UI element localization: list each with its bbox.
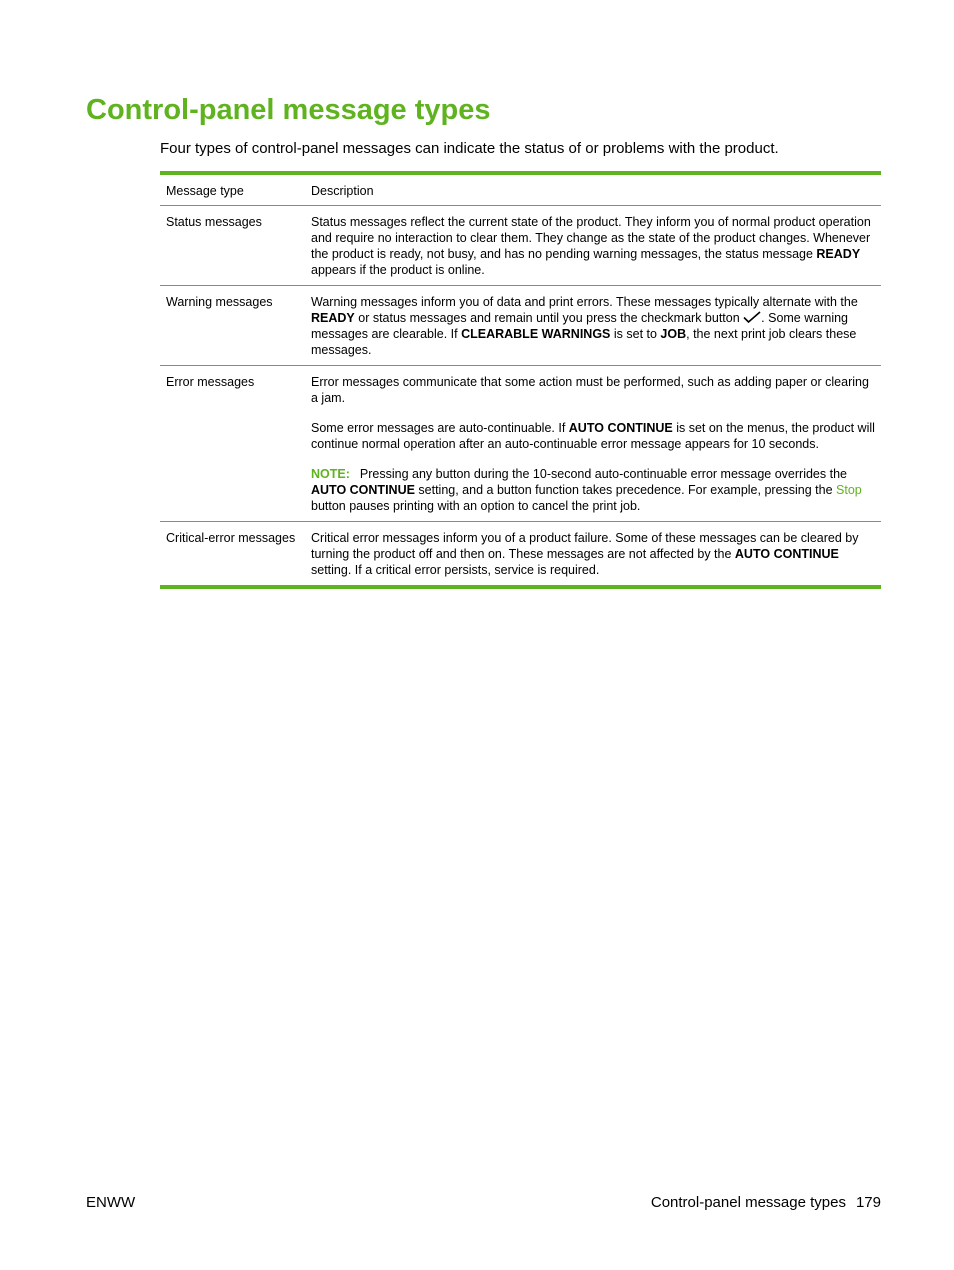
row-type-status: Status messages	[166, 215, 262, 229]
intro-text: Four types of control-panel messages can indicate the status of or problems with the product.	[160, 140, 779, 157]
page-title: Control-panel message types	[86, 94, 491, 126]
row-desc-status: Status messages reflect the current state of the product. They inform you of normal product operation and require no interaction to clear them. They change as the state of the product changes. Whenever the product is ready, not busy, and has no pending warning messages, the status message READY appears if the product is online.	[311, 215, 871, 277]
error-paragraph-2: Some error messages are auto-continuable. If AUTO CONTINUE is set on the menus, the product will continue normal operation after an auto-continuable error message appears for 10 seconds.	[311, 421, 875, 451]
note-label: NOTE:	[311, 467, 350, 481]
stop-button-label: Stop	[836, 483, 862, 497]
table-row	[160, 365, 881, 521]
table-row	[160, 285, 881, 365]
row-type-warning: Warning messages	[166, 295, 273, 309]
page-number: 179	[855, 1194, 881, 1211]
footer-locale: ENWW	[86, 1194, 136, 1211]
row-desc-critical: Critical error messages inform you of a product failure. Some of these messages can be cleared by turning the product off and then on. These messages are not affected by the AUTO CONTINUE setting. If a critical error persists, service is required.	[311, 531, 859, 577]
row-desc-warning: Warning messages inform you of data and print errors. These messages typically alternate with the READY or status messages and remain until you press the checkmark button . Some warning messages are clearable. If CLEARABLE WARNINGS is set to JOB, the next print job clears these messages.	[311, 295, 858, 357]
row-desc-error	[305, 366, 881, 521]
footer-section-title: Control-panel message types	[650, 1194, 846, 1211]
table-row	[160, 205, 881, 285]
header-description: Description	[311, 184, 374, 198]
footer-section	[651, 1193, 881, 1212]
row-type-critical: Critical-error messages	[166, 531, 296, 545]
table-header-row	[160, 175, 881, 205]
checkmark-icon	[743, 311, 761, 323]
error-paragraph-1: Error messages communicate that some action must be performed, such as adding paper or clearing a jam.	[311, 375, 869, 405]
message-types-table	[160, 171, 881, 589]
row-type-error: Error messages	[166, 375, 255, 389]
header-message-type: Message type	[166, 184, 244, 198]
error-note: NOTE: Pressing any button during the 10-second auto-continuable error message overrides the AUTO CONTINUE setting, and a button function takes precedence. For example, pressing the Stop button pauses printing with an option to cancel the print job.	[311, 467, 862, 513]
table-row	[160, 521, 881, 585]
